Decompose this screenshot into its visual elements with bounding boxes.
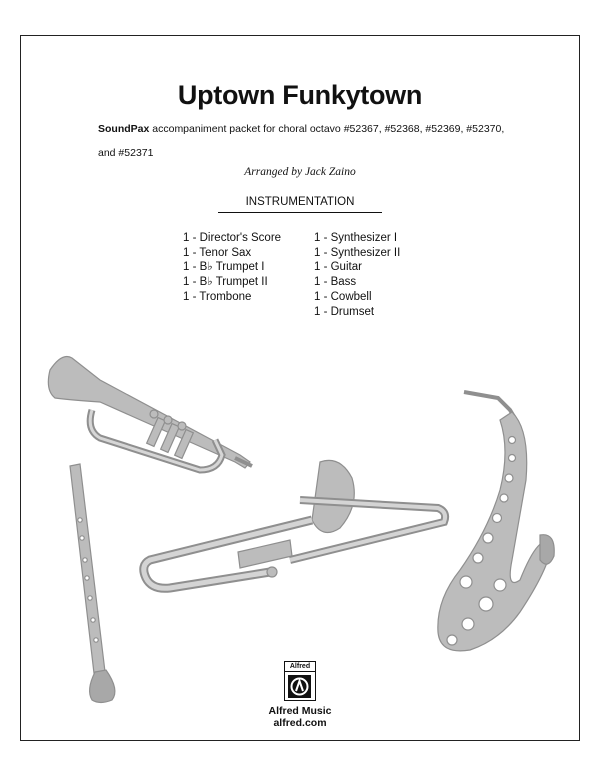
subtitle-line2: and #52371 [98, 147, 154, 159]
clarinet-illustration [70, 464, 115, 703]
instrumentation-heading: INSTRUMENTATION [218, 196, 382, 213]
instrument-item: 1 - Synthesizer I [314, 232, 398, 244]
instrument-item: 1 - Trombone [183, 290, 252, 303]
alfred-logo [284, 661, 316, 701]
instrument-item: 1 - Bass [314, 276, 357, 289]
logo-wordmark: Alfred [285, 662, 315, 672]
trombone-illustration [144, 460, 445, 588]
publisher-url: alfred.com [273, 717, 327, 729]
instrument-item: 1 - Synthesizer II [314, 246, 401, 259]
publisher-name: Alfred Music [268, 705, 332, 717]
instrument-item: 1 - B♭ Trumpet II [183, 276, 268, 289]
instrument-item: 1 - Director's Score [183, 232, 282, 244]
instrument-item: 1 - Cowbell [314, 290, 372, 303]
saxophone-illustration [438, 392, 554, 651]
trumpet-illustration [48, 357, 252, 471]
logo-emblem-icon [285, 672, 314, 700]
instrument-item: 1 - Tenor Sax [183, 246, 252, 259]
publisher-info [0, 705, 600, 729]
page-title: Uptown Funkytown [177, 80, 423, 110]
subtitle-lead: SoundPax [98, 123, 150, 135]
arranger-credit: Arranged by Jack Zaino [244, 166, 356, 178]
instrument-item: 1 - Guitar [314, 261, 362, 274]
instrument-item: 1 - B♭ Trumpet I [183, 261, 265, 274]
instrument-item: 1 - Drumset [314, 305, 375, 318]
subtitle-text: accompaniment packet for choral octavo #52367, #52368, #52369, #52370, [149, 123, 505, 135]
